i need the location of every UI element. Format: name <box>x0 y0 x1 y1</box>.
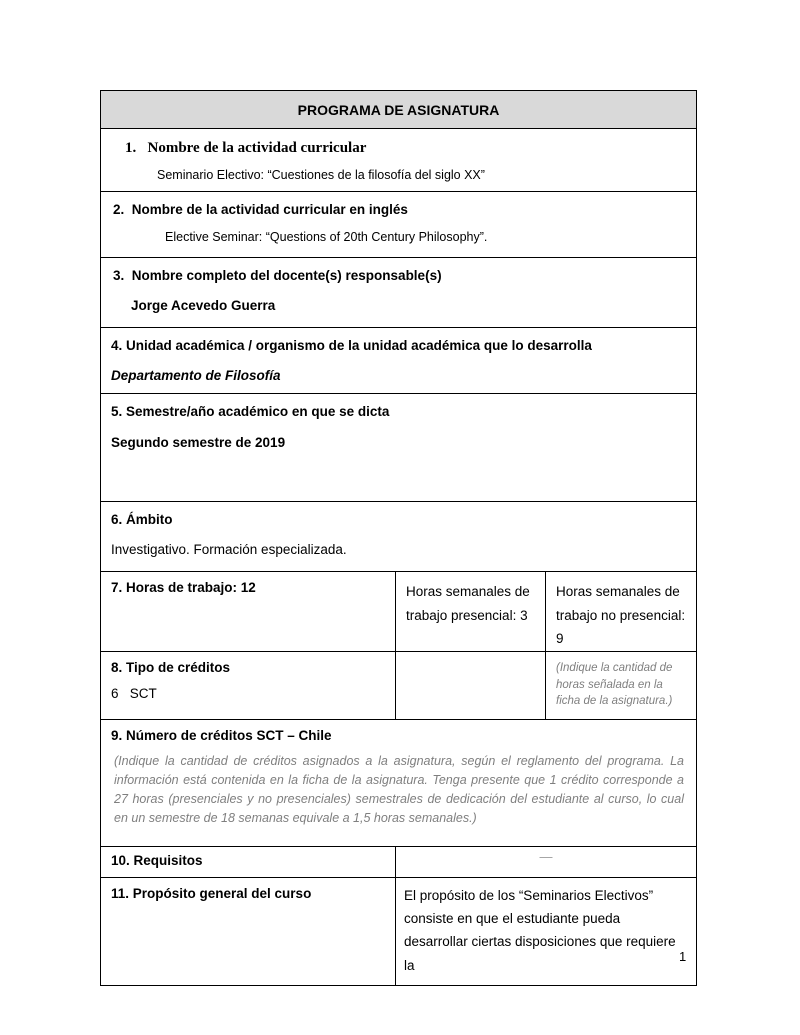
row-2-value: Elective Seminar: “Questions of 20th Century Philosophy”. <box>165 230 488 244</box>
row-semestre <box>101 393 696 501</box>
row-8-value: 6 SCT <box>111 686 157 701</box>
row-nombre-actividad <box>101 128 696 191</box>
row-9-title: 9. Número de créditos SCT – Chile <box>111 728 332 743</box>
row-1-title: 1. Nombre de la actividad curricular <box>125 140 367 156</box>
row-ambito <box>101 501 696 571</box>
row-unidad-academica <box>101 327 696 393</box>
tipo-creditos-note: (Indique la cantidad de horas señalada en la ficha de la asignatura.) <box>545 652 696 719</box>
row-5-value: Segundo semestre de 2019 <box>111 435 286 450</box>
row-creditos-sct <box>101 719 696 846</box>
row-5-title: 5. Semestre/año académico en que se dicta <box>111 404 390 419</box>
row-1-value: Seminario Electivo: “Cuestiones de la filosofía del siglo XX” <box>157 168 485 182</box>
row-11-title: 11. Propósito general del curso <box>111 886 312 901</box>
horas-trabajo-total: 7. Horas de trabajo: 12 <box>111 580 256 595</box>
row-6-value: Investigativo. Formación especializada. <box>111 542 347 557</box>
horas-presenciales: Horas semanales de trabajo presencial: 3 <box>395 572 545 651</box>
row-9-note: (Indique la cantidad de créditos asignados a la asignatura, según el reglamento del programa. La información está contenida en la ficha de la asignatura. Tenga presente que 1 crédito corresponde a 27 horas (presenciales y no presenciales) semestrales de dedicación del estudiante al curso, lo cual en un semestre de 18 semanas equivale a 1,5 horas semanales.) <box>114 754 684 825</box>
row-tipo-creditos <box>101 651 696 719</box>
row-8-title: 8. Tipo de créditos <box>111 660 231 675</box>
row-2-title: 2. Nombre de la actividad curricular en inglés <box>113 202 408 217</box>
tipo-creditos-empty-cell <box>395 652 545 719</box>
horas-no-presenciales: Horas semanales de trabajo no presencial: 9 <box>545 572 696 651</box>
row-nombre-ingles <box>101 191 696 257</box>
row-3-value: Jorge Acevedo Guerra <box>131 298 276 313</box>
document-title: PROGRAMA DE ASIGNATURA <box>297 101 500 118</box>
row-10-value: — <box>395 847 696 877</box>
syllabus-table <box>100 90 697 986</box>
row-4-value: Departamento de Filosofía <box>111 368 281 383</box>
row-6-title: 6. Ámbito <box>111 512 173 527</box>
page-number: 1 <box>679 949 687 964</box>
tipo-creditos-cell <box>101 652 395 719</box>
row-3-title: 3. Nombre completo del docente(s) responsable(s) <box>113 268 442 283</box>
row-11-value: El propósito de los “Seminarios Electivos” consiste en que el estudiante pueda desarrollar ciertas disposiciones que requiere la <box>395 878 696 985</box>
row-docente <box>101 257 696 327</box>
row-10-title: 10. Requisitos <box>111 853 203 868</box>
row-4-title: 4. Unidad académica / organismo de la unidad académica que lo desarrolla <box>111 338 592 353</box>
table-header <box>101 91 696 128</box>
row-requisitos <box>101 846 696 877</box>
row-proposito-general <box>101 877 696 985</box>
row-horas-trabajo <box>101 571 696 651</box>
